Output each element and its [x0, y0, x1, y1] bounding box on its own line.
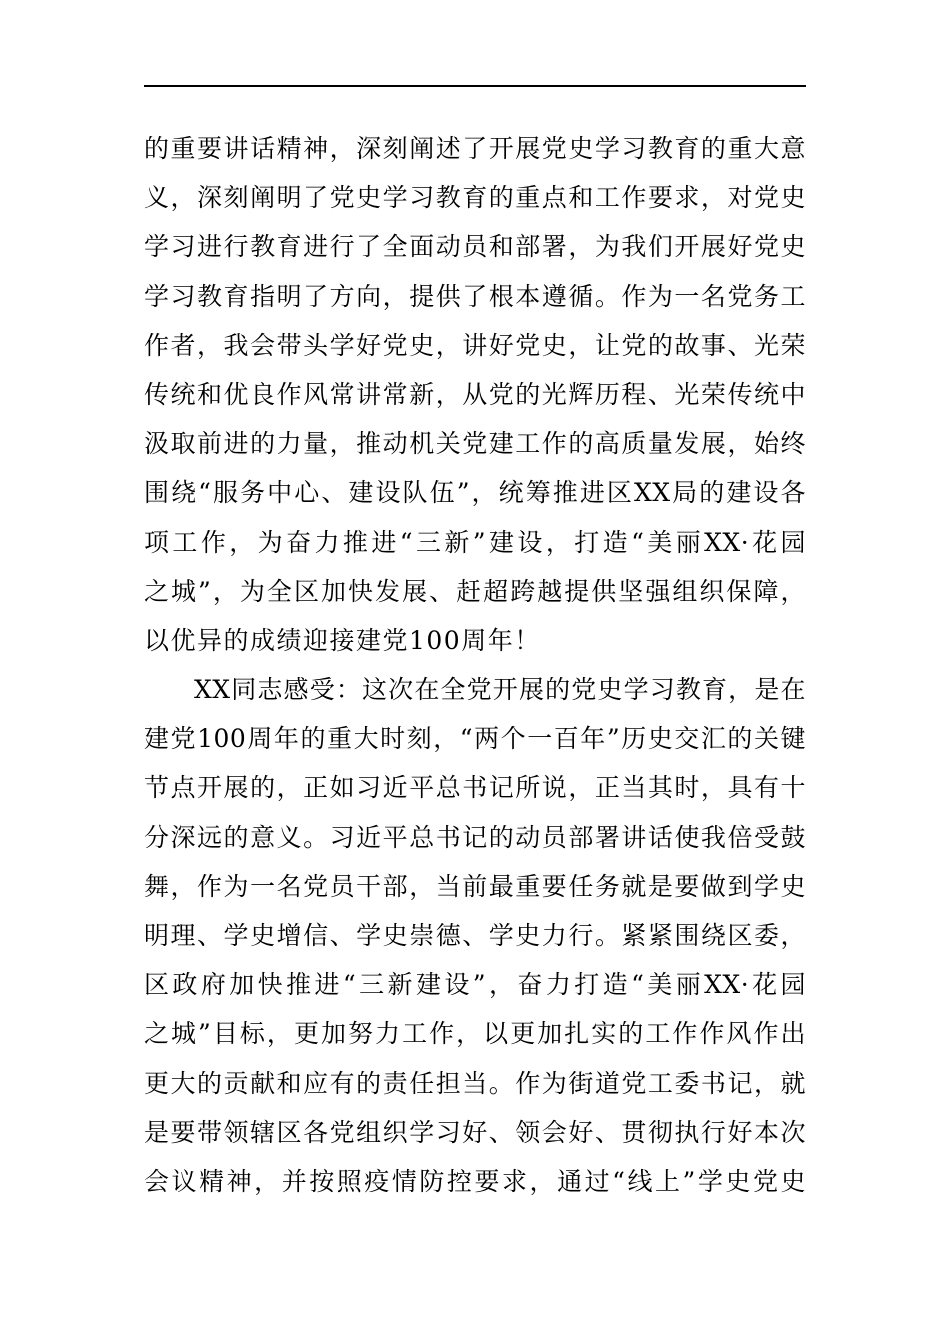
text-line: 建党100周年的重大时刻，“两个一百年”历史交汇的关键	[144, 724, 806, 754]
body-text	[144, 124, 806, 1206]
text-line: 舞，作为一名党员干部，当前最重要任务就是要做到学史	[144, 871, 806, 901]
text-line: 区政府加快推进“三新建设”，奋力打造“美丽XX·花园	[144, 970, 806, 1000]
text-line: 作者，我会带头学好党史，讲好党史，让党的故事、光荣	[144, 330, 806, 360]
paragraph-end-line: 以优异的成绩迎接建党100周年！	[144, 625, 541, 655]
text-line: 学习进行教育进行了全面动员和部署，为我们开展好党史	[144, 232, 806, 262]
text-line: 围绕“服务中心、建设队伍”，统筹推进区XX局的建设各	[144, 478, 806, 508]
text-line: 是要带领辖区各党组织学习好、领会好、贯彻执行好本次	[144, 1117, 806, 1147]
text-line: 之城”，为全区加快发展、赶超跨越提供坚强组织保障，	[144, 576, 806, 606]
text-line: 明理、学史增信、学史崇德、学史力行。紧紧围绕区委，	[144, 921, 806, 950]
text-line: 汲取前进的力量，推动机关党建工作的高质量发展，始终	[144, 429, 806, 459]
text-line: 项工作，为奋力推进“三新”建设，打造“美丽XX·花园	[144, 527, 806, 557]
text-line: 分深远的意义。习近平总书记的动员部署讲话使我倍受鼓	[144, 822, 806, 852]
header-rule	[144, 85, 806, 87]
text-line: 义，深刻阐明了党史学习教育的重点和工作要求，对党史	[144, 183, 806, 213]
text-line: 之城”目标，更加努力工作，以更加扎实的工作作风作出	[144, 1019, 806, 1049]
paragraph-start-line: XX同志感受：这次在全党开展的党史学习教育，是在	[194, 675, 806, 705]
text-line: 学习教育指明了方向，提供了根本遵循。作为一名党务工	[144, 281, 806, 311]
text-line: 传统和优良作风常讲常新，从党的光辉历程、光荣传统中	[144, 379, 806, 409]
text-line: 节点开展的，正如习近平总书记所说，正当其时，具有十	[144, 773, 806, 803]
text-line: 的重要讲话精神，深刻阐述了开展党史学习教育的重大意	[144, 134, 806, 163]
text-line: 会议精神，并按照疫情防控要求，通过“线上”学史党史	[144, 1166, 806, 1196]
text-line: 更大的贡献和应有的责任担当。作为街道党工委书记，就	[144, 1068, 806, 1098]
